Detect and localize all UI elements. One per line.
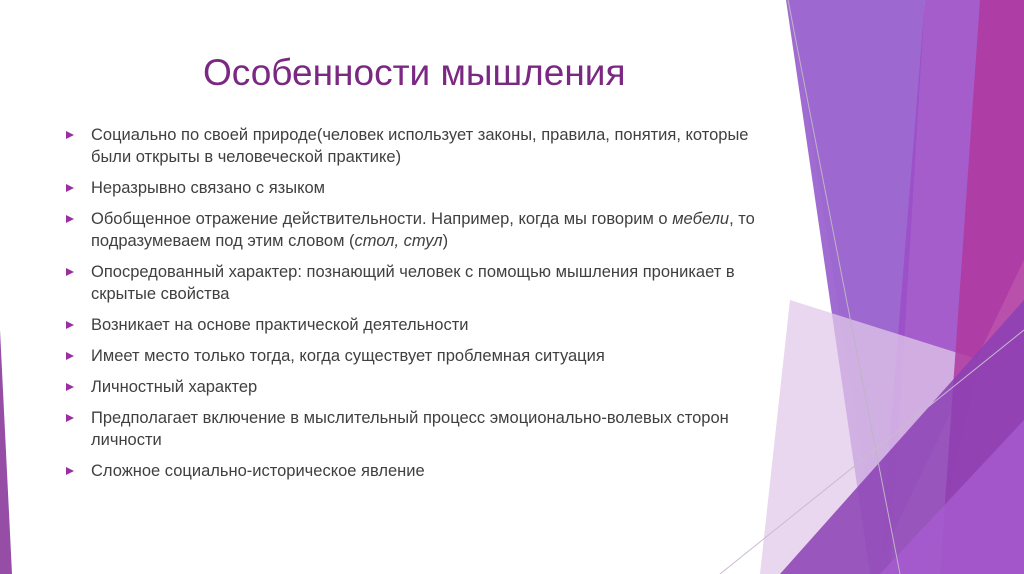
triangle-bullet-icon [66, 215, 74, 223]
slide-title: Особенности мышления [203, 52, 626, 93]
bullet-text: Возникает на основе практической деятельности [91, 316, 469, 334]
bullet-text-part: Обобщенное отражение действительности. Например, когда мы говорим о [91, 210, 673, 228]
bullet-text: Опосредованный характер: познающий человек с помощью мышления проникает в скрытые свойства [91, 263, 735, 303]
triangle-bullet-icon [66, 184, 74, 192]
bullet-text: Имеет место только тогда, когда существует проблемная ситуация [91, 347, 605, 365]
bullet-text-emphasis: мебели [672, 210, 730, 228]
bullet-item [64, 261, 784, 305]
left-edge-shape [0, 330, 12, 574]
triangle-bullet-icon [66, 352, 74, 360]
bullet-item [64, 314, 784, 336]
bullet-text: Неразрывно связано с языком [91, 179, 325, 197]
triangle-bullet-icon [66, 383, 74, 391]
bullet-item [64, 460, 784, 482]
bullet-text: Предполагает включение в мыслительный процесс эмоционально-волевых сторон личности [91, 409, 729, 449]
triangle-bullet-icon [66, 467, 74, 475]
triangle-bullet-icon [66, 321, 74, 329]
bullet-item [64, 124, 784, 168]
bullet-item [64, 376, 784, 398]
bullet-list [64, 124, 784, 491]
bullet-text-emphasis: стол, стул [354, 232, 443, 250]
bullet-text: Сложное социально-историческое явление [91, 462, 425, 480]
triangle-bullet-icon [66, 268, 74, 276]
triangle-bullet-icon [66, 131, 74, 139]
bullet-text: Социально по своей природе(человек использует законы, правила, понятия, которые были открыты в человеческой практике) [91, 126, 749, 166]
bullet-text-part: , то подразумеваем под этим словом ( [91, 210, 755, 250]
bullet-item [64, 345, 784, 367]
bullet-item [64, 208, 784, 252]
bullet-text: Личностный характер [91, 378, 258, 396]
bullet-text-part: ) [442, 232, 449, 250]
bullet-item [64, 407, 784, 451]
bullet-item [64, 177, 784, 199]
triangle-bullet-icon [66, 414, 74, 422]
